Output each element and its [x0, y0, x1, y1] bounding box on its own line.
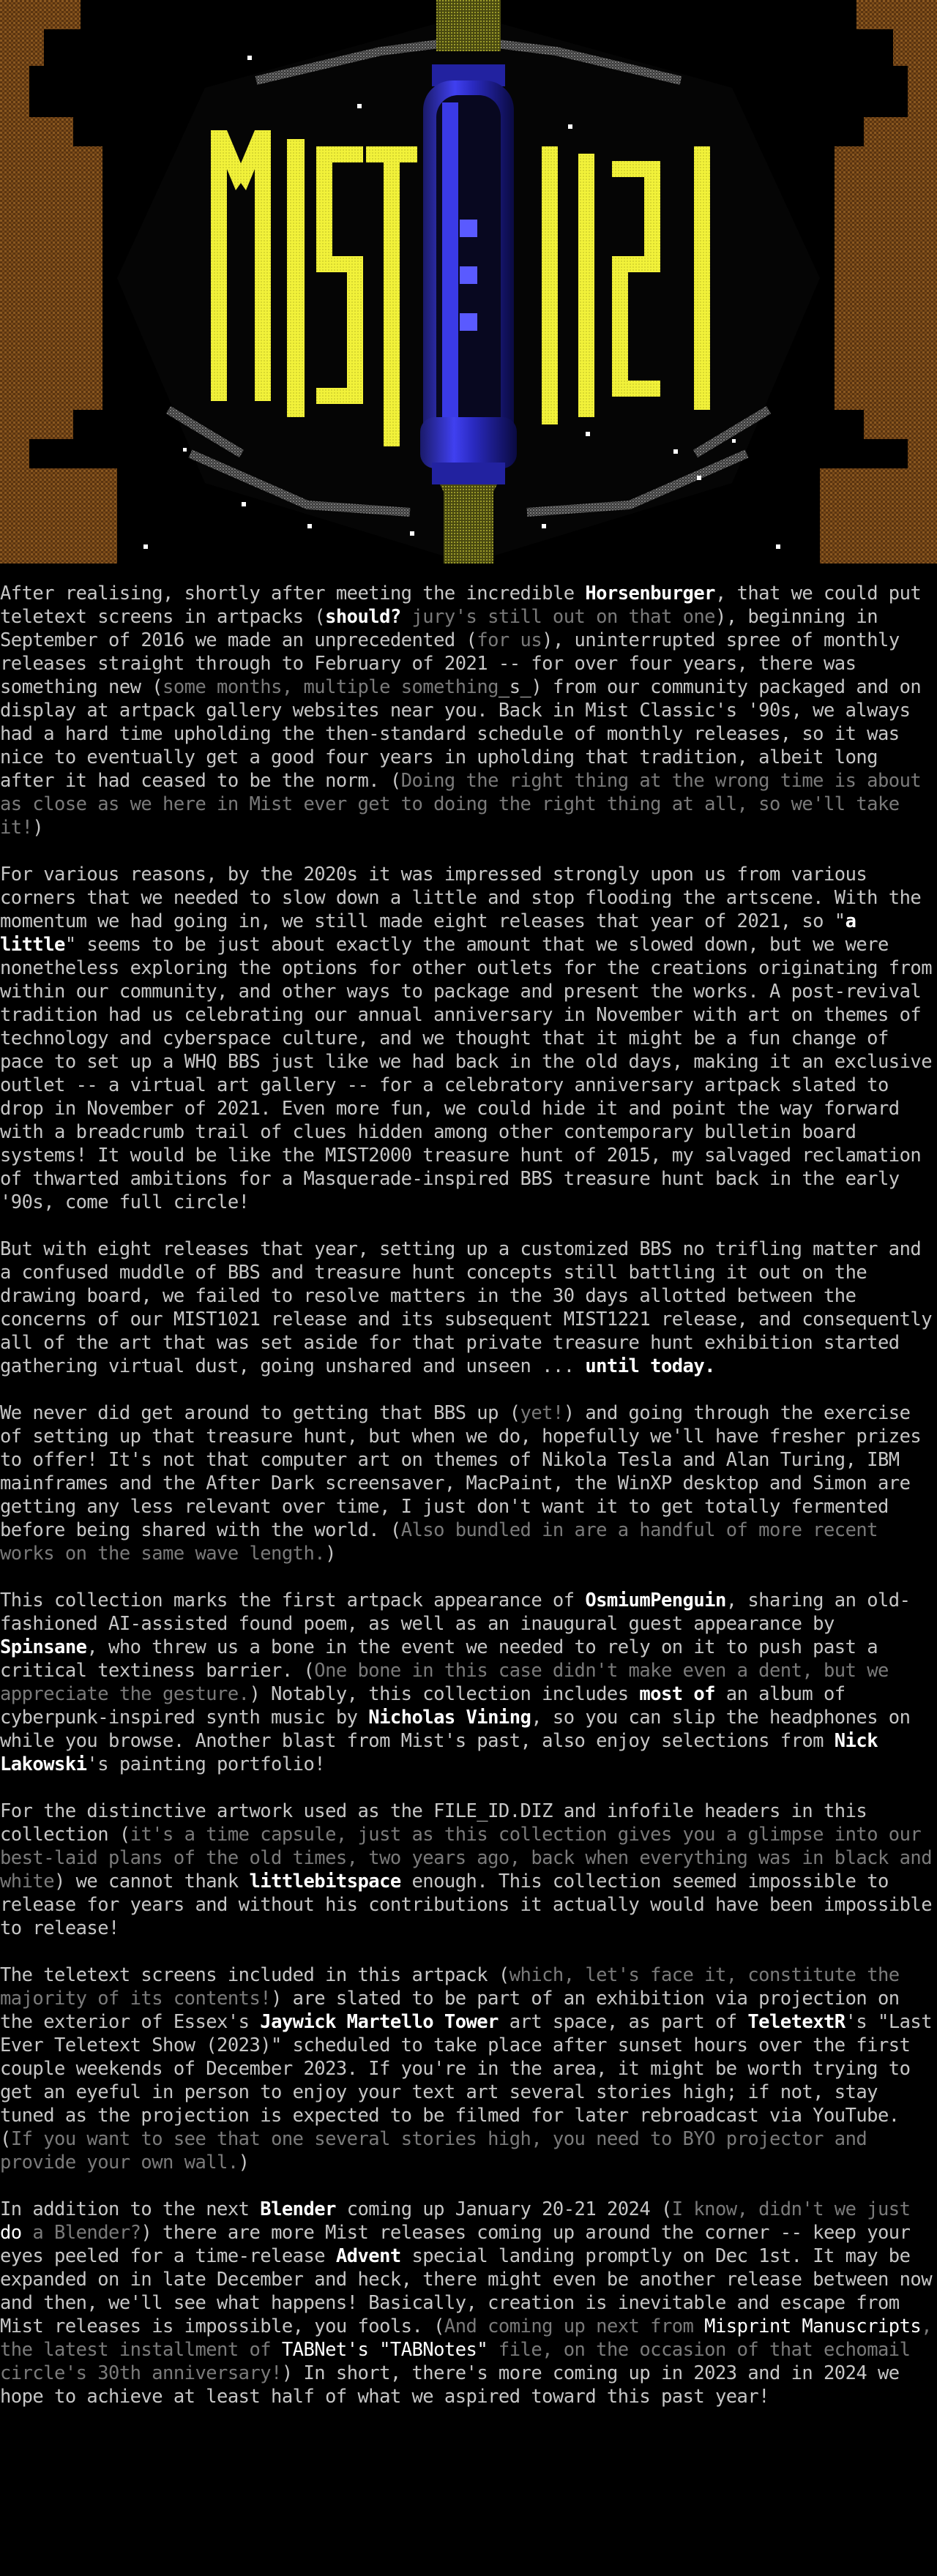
body-text: ) Notably, this collection includes	[249, 1683, 640, 1705]
wood-panel-left	[0, 0, 117, 564]
body-text: )	[325, 1543, 336, 1565]
aside-text: jury's still out on that one	[400, 606, 715, 628]
paragraph	[0, 2198, 937, 2408]
aside-text: which, let's face it, constitute the majority of its contents!	[0, 1964, 900, 2010]
highlighted-text: Spinsane	[0, 1636, 87, 1658]
body-text: In addition to the next	[0, 2198, 261, 2220]
body-text: We never did get around to getting that BBS up (	[0, 1402, 520, 1424]
aside-text: it's a time capsule, just as this collection gives you a glimpse into our best-laid plans of the old times, two years ago, back when everything was in black and white	[0, 1824, 932, 1892]
body-text: Misprint Manuscripts	[704, 2315, 922, 2337]
aside-text: a Blender?	[21, 2222, 141, 2244]
body-text: But with eight releases that year, setting up a customized BBS no trifling matter and a confused muddle of BBS and treasure hunt concepts still battling it out on the drawing board, we failed to resolve matters in the 30 days allotted between the concerns of our MIST1021 release and its subsequent MIST1221 release, and consequently all of the art that was set aside for that private treasure hunt exhibition started gathering virtual dust, going unshared and unseen ...	[0, 1238, 932, 1377]
aside-text: I know, didn't we just	[671, 2198, 911, 2220]
body-text: ) are slated to be part of an exhibition via projection on the exterior of Essex's	[0, 1988, 900, 2033]
wood-panel-right	[820, 0, 937, 564]
body-text: For various reasons, by the 2020s it was impressed strongly upon us from various corners that we needed to slow down a little and stop flooding the artscene. With the momentum we had going in, we still made eight releases that year of 2021, so "	[0, 864, 922, 932]
infofile-text	[0, 582, 937, 2432]
highlighted-text: OsmiumPenguin	[585, 1590, 726, 1611]
body-text: For the distinctive artwork used as the FILE_ID.DIZ and infofile headers in this collection (	[0, 1800, 867, 1846]
body-text: , that we could put teletext screens in artpacks (	[0, 583, 922, 628]
highlighted-text: Nick Lakowski	[0, 1730, 878, 1775]
body-text: _s_	[498, 676, 531, 698]
aside-text: Doing the right thing at the wrong time is about as close as we here in Mist ever get to doing the right thing at all, so we'll take it!	[0, 770, 922, 839]
body-text: coming up January 20-21 2024 (	[335, 2198, 672, 2220]
mist1121-banner	[0, 0, 937, 564]
highlighted-text: most of	[639, 1683, 715, 1705]
paragraph	[0, 582, 937, 839]
body-text: ) there are more Mist releases coming up around the corner -- keep your eyes peeled for a time-release	[0, 2222, 911, 2267]
aside-text: One bone in this case didn't make even a dent, but we appreciate the gesture.	[0, 1660, 889, 1705]
body-text: This collection marks the first artpack appearance of	[0, 1590, 586, 1611]
olive-pillar-top	[436, 0, 501, 51]
paragraph	[0, 1800, 937, 1940]
body-text: art space, as part of	[498, 2011, 748, 2033]
body-text: )	[238, 2152, 250, 2174]
highlighted-text: Jaywick Martello Tower	[260, 2011, 499, 2033]
paragraph	[0, 1589, 937, 1776]
body-text: ) In short, there's more coming up in 2023 and in 2024 we hope to achieve at least half of what we aspired toward this past year!	[0, 2362, 900, 2408]
highlighted-text: littlebitspace	[249, 1871, 401, 1892]
highlighted-text: Advent	[335, 2245, 401, 2267]
capsule-tower	[420, 64, 517, 484]
paragraph	[0, 1963, 937, 2174]
body-text: ), uninterrupted spree of monthly releases straight through to February of 2021 -- for over four years, there was something new (	[0, 629, 900, 698]
body-text: , who threw us a bone in the event we needed to rely on it to push past a critical textiness barrier. (	[0, 1636, 878, 1682]
body-text: special landing promptly on Dec 1st. It may be expanded on in late December and heck, there might even be another release between now and then, we'll see what happens! Basically, creation is inevitable and escape from Mist releases is impossible, you fools. (	[0, 2245, 932, 2337]
body-text: an album of cyberpunk-inspired synth music by	[0, 1683, 845, 1729]
body-text: ) from our community packaged and on display at artpack gallery websites near you. Back in Mist Classic's '90s, we always had a hard time upholding the then-standard schedule of monthly releases, so it was nice to eventually get a good four years in upholding that tradition, albeit long after it had ceased to be the norm. (	[0, 676, 922, 792]
highlighted-text: until today.	[585, 1355, 715, 1377]
paragraph	[0, 863, 937, 1214]
body-text: " seems to be just about exactly the amount that we slowed down, but we were nonetheless exploring the options for other outlets for the creations originating from within our community, and other ways to package and present the works. A post-revival tradition had us celebrating our annual anniversary in November with art on themes of technology and cyberspace culture, and we thought that it might be a fun change of pace to set up a WHQ BBS just like we had back in the old days, making it an exclusive outlet -- a virtual art gallery -- for a celebratory anniversary artpack slated to drop in November of 2021. Even more fun, we could hide it and point the way forward with a breadcrumb trail of clues hidden among other contemporary bulletin board systems! It would be like the MIST2000 treasure hunt of 2015, my salvaged reclamation of thwarted ambitions for a Masquerade-inspired BBS treasure hunt back in the early '90s, come full circle!	[0, 934, 932, 1213]
body-text: 's "Last Ever Teletext Show (2023)" scheduled to take place after sunset hours over the first couple weekends of December 2023. If you're in the area, it might be worth trying to get an eyeful in person to enjoy your text art several stories high; if not, stay tuned as the projection is expected to be filmed for later rebroadcast via YouTube. (	[0, 2011, 933, 2150]
body-text: ), beginning in September of 2016 we made an unprecedented (	[0, 606, 878, 651]
aside-text: Also bundled in are a handful of more recent works on the same wave length.	[0, 1519, 878, 1565]
body-text: After realising, shortly after meeting the incredible	[0, 583, 586, 604]
highlighted-text: a little	[0, 910, 856, 956]
aside-text: , the latest installment of	[0, 2315, 933, 2361]
highlighted-text: TeletextR	[747, 2011, 845, 2033]
body-text: ) we cannot thank	[54, 1871, 250, 1892]
aside-text: yet!	[520, 1402, 564, 1424]
highlighted-text: Nicholas Vining	[368, 1707, 531, 1729]
body-text: ) and going through the exercise of setting up that treasure hunt, but when we do, hopefully we'll have fresher prizes to offer! It's not that computer art on themes of Nikola Tesla and Alan Turing, IBM mainframes and the After Dark screensaver, MacPaint, the WinXP desktop and Simon are getting any less relevant over time, I just don't want it to get totally fermented before being shared with the world. (	[0, 1402, 922, 1541]
body-text: enough. This collection seemed impossible to release for years and without his contributions it actually would have been impossible to release!	[0, 1871, 932, 1939]
aside-text: some months, multiple something	[163, 676, 499, 698]
highlighted-text: Blender	[260, 2198, 336, 2220]
body-text: 's painting portfolio!	[86, 1753, 326, 1775]
body-text: TABNet's "TABNotes"	[281, 2339, 488, 2361]
body-text: , sharing an old-fashioned AI-assisted found poem, as well as an inaugural guest appearance by	[0, 1590, 911, 1635]
aside-text: And coming up next from	[444, 2315, 705, 2337]
highlighted-text: should?	[325, 606, 401, 628]
paragraph	[0, 1401, 937, 1565]
aside-text: file, on the occasion of that echomail circle's 30th anniversary!	[0, 2339, 911, 2384]
body-text: , so you can slip the headphones on while you browse. Another blast from Mist's past, also enjoy selections from	[0, 1707, 911, 1752]
paragraph	[0, 1238, 937, 1378]
body-text: )	[32, 817, 44, 839]
aside-text: If you want to see that one several stories high, you need to BYO projector and provide your own wall.	[0, 2128, 867, 2174]
body-text: do	[0, 2222, 22, 2244]
highlighted-text: Horsenburger	[585, 583, 715, 604]
body-text: The teletext screens included in this artpack (	[0, 1964, 509, 1986]
aside-text: for us	[477, 629, 542, 651]
